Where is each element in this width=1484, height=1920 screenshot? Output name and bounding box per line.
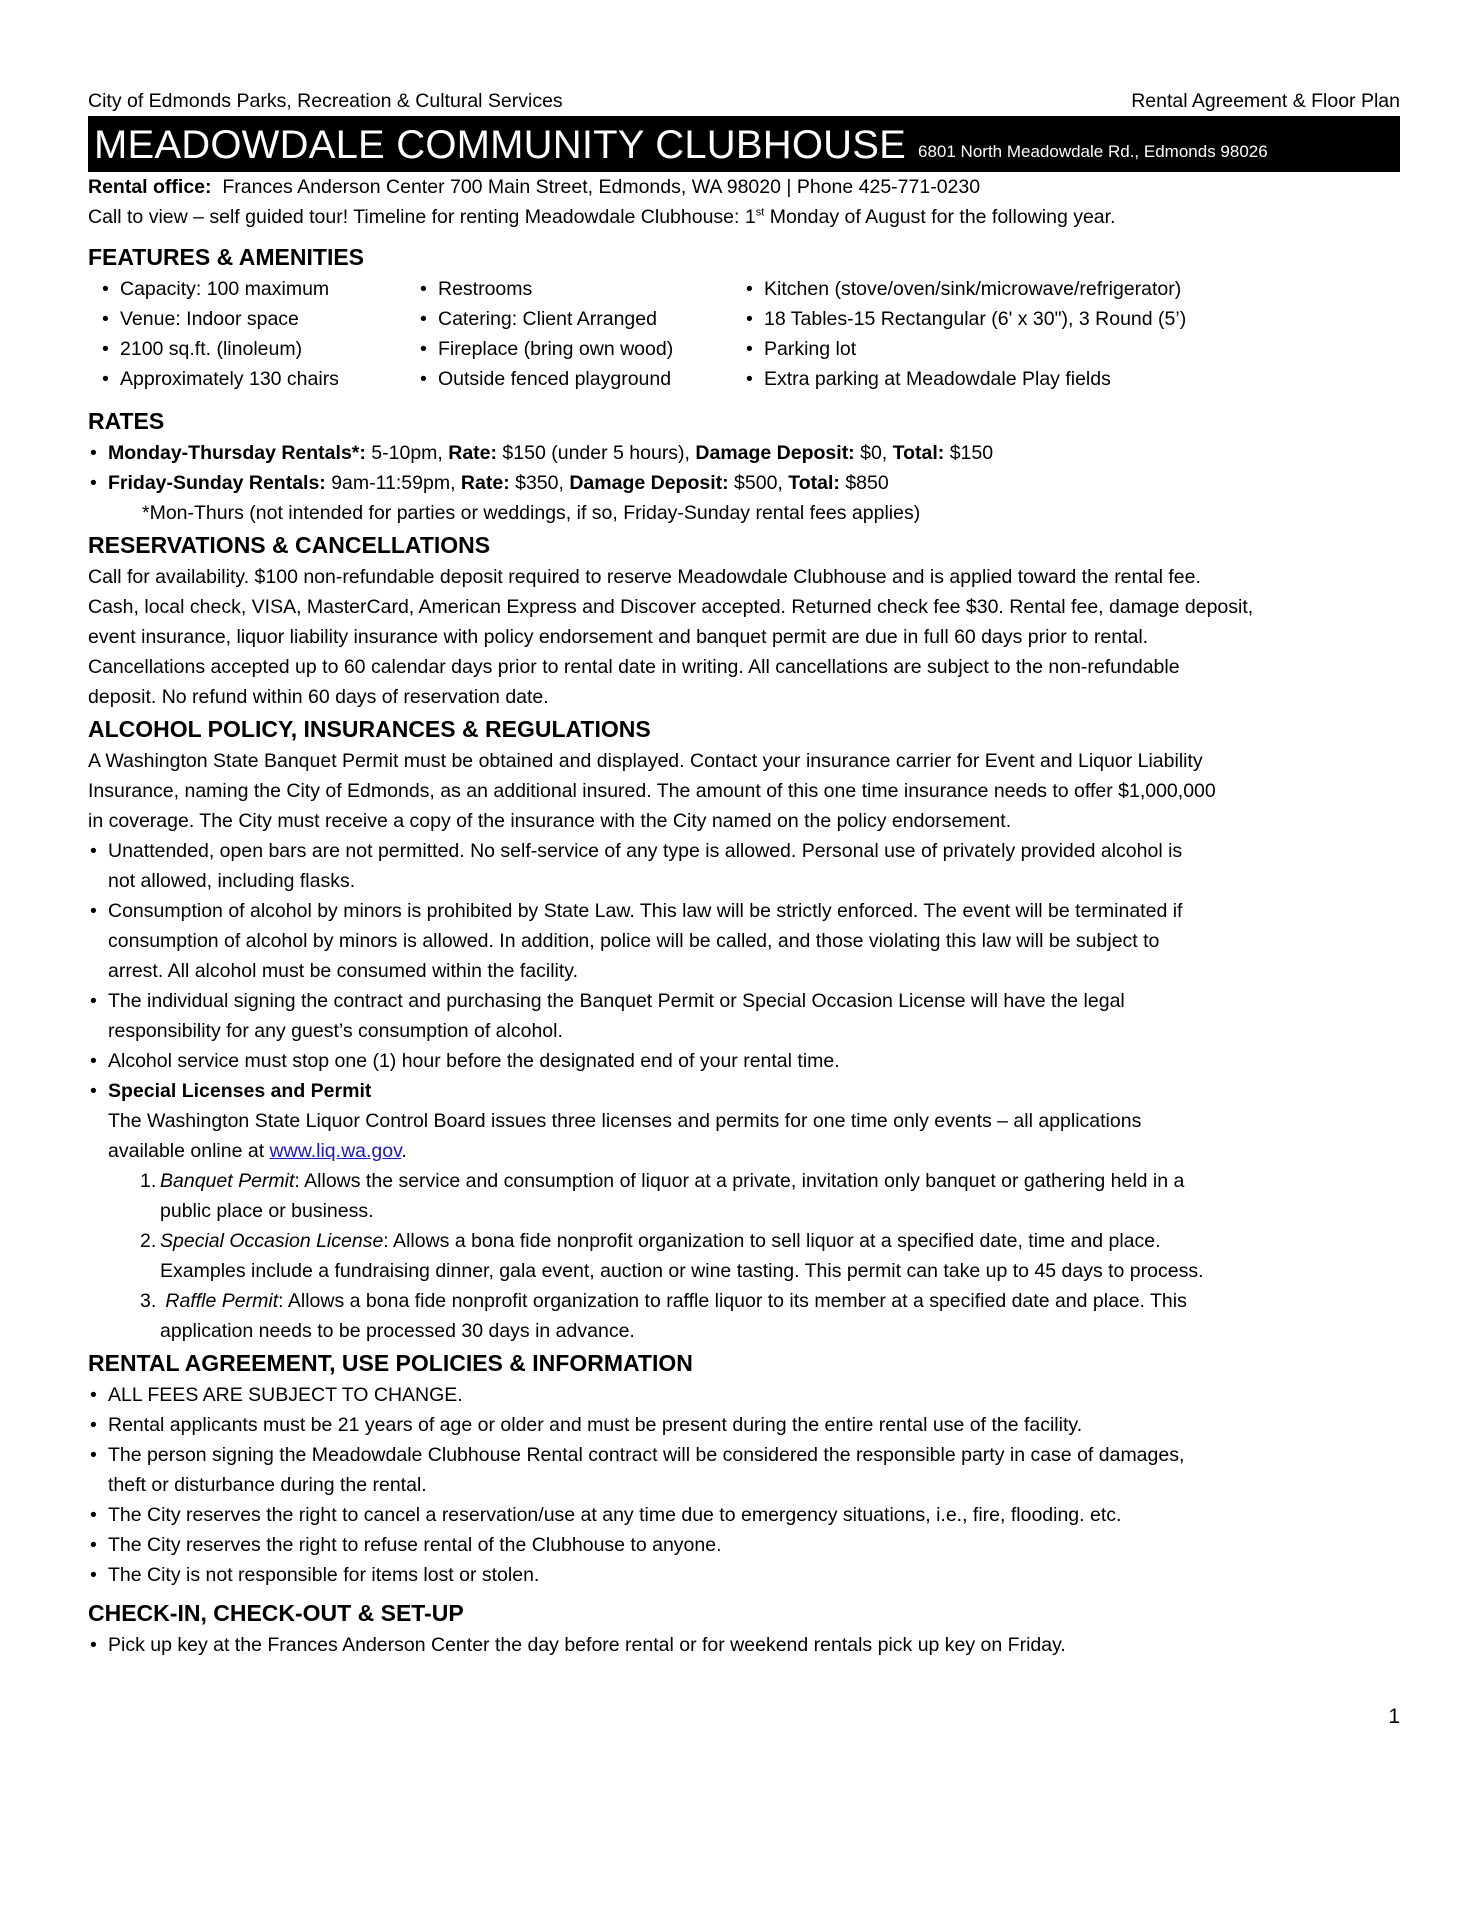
page-title: MEADOWDALE COMMUNITY CLUBHOUSE [94,123,907,167]
top-line [88,86,1400,116]
features-heading: FEATURES & AMENITIES [88,244,365,270]
rates-list [88,438,1400,498]
list-item: • Parking lot [744,334,1344,364]
list-item: • Venue: Indoor space [100,304,418,334]
checkin-rules [88,1630,1400,1660]
list-item: • Restrooms [418,274,744,304]
list-item: 2. Special Occasion License: Allows a bona fide nonprofit organization to sell liquor at a specified date, time and place. Examples include a fundraising dinner, gala event, auction or wine tasting. This permit can take up to 45 days to process. [140,1230,1204,1282]
title-banner [88,116,1400,172]
list-item: • The City reserves the right to cancel a reservation/use at any time due to emergency situations, i.e., fire, flooding. etc. [88,1500,1400,1530]
document-type: Rental Agreement & Floor Plan [1131,90,1400,112]
rental-office-line: Rental office: Frances Anderson Center 700 Main Street, Edmonds, WA 98020 | Phone 425-771-0230 [88,176,981,198]
list-item: • Extra parking at Meadowdale Play fields [744,364,1344,394]
permit-list [140,1166,1400,1346]
list-item: • Special Licenses and Permit The Washington State Liquor Control Board issues three licenses and permits for one time only events – all applications available online at www.liq.wa.gov. [88,1076,1400,1166]
features-col-1 [100,274,418,394]
rates-heading: RATES [88,408,165,434]
alcohol-line: in coverage. The City must receive a copy of the insurance with the City named on the policy endorsement. [88,810,1012,832]
rental-rules [88,1380,1400,1590]
list-item: • Consumption of alcohol by minors is prohibited by State Law. This law will be strictly enforced. The event will be terminated if consumption of alcohol by minors is allowed. In addition, police will be called, and those violating this law will be subject to arrest. All alcohol must be consumed within the facility. [88,896,1400,986]
rate-weekend: • Friday-Sunday Rentals: 9am-11:59pm, Rate: $350, Damage Deposit: $500, Total: $850 [88,468,1400,498]
rental-heading: RENTAL AGREEMENT, USE POLICIES & INFORMATION [88,1350,693,1376]
list-item: • Outside fenced playground [418,364,744,394]
checkin-heading: CHECK-IN, CHECK-OUT & SET-UP [88,1600,464,1626]
special-licenses-heading: Special Licenses and Permit [108,1080,372,1102]
list-item: • Fireplace (bring own wood) [418,334,744,364]
list-item: • The person signing the Meadowdale Clubhouse Rental contract will be considered the responsible party in case of damages, theft or disturbance during the rental. [88,1440,1400,1500]
list-item: • The City is not responsible for items lost or stolen. [88,1560,1400,1590]
list-item: • The individual signing the contract and purchasing the Banquet Permit or Special Occasion License will have the legal responsibility for any guest’s consumption of alcohol. [88,986,1400,1046]
page-number: 1 [1388,1705,1400,1728]
list-item: • Kitchen (stove/oven/sink/microwave/refrigerator) [744,274,1344,304]
venue-address: 6801 North Meadowdale Rd., Edmonds 98026 [918,142,1268,161]
department-name: City of Edmonds Parks, Recreation & Cultural Services [88,90,563,112]
list-item: • Rental applicants must be 21 years of age or older and must be present during the entire rental use of the facility. [88,1410,1400,1440]
list-item: • 18 Tables-15 Rectangular (6' x 30"), 3 Round (5’) [744,304,1344,334]
list-item: • 2100 sq.ft. (linoleum) [100,334,418,364]
list-item: • ALL FEES ARE SUBJECT TO CHANGE. [88,1380,1400,1410]
alcohol-line: Insurance, naming the City of Edmonds, as an additional insured. The amount of this one time insurance needs to offer $1,000,000 [88,780,1216,802]
rate-weekday: • Monday-Thursday Rentals*: 5-10pm, Rate: $150 (under 5 hours), Damage Deposit: $0, Total: $150 [88,438,1400,468]
list-item: • Approximately 130 chairs [100,364,418,394]
liquor-board-link[interactable]: www.liq.wa.gov [269,1140,402,1162]
list-item: • Catering: Client Arranged [418,304,744,334]
features-col-3 [744,274,1344,394]
list-item: • Alcohol service must stop one (1) hour before the designated end of your rental time. [88,1046,1400,1076]
list-item: • Unattended, open bars are not permitted. No self-service of any type is allowed. Personal use of privately provided alcohol is not allowed, including flasks. [88,836,1400,896]
list-item: • Capacity: 100 maximum [100,274,418,304]
reservations-line: deposit. No refund within 60 days of reservation date. [88,686,549,708]
reservations-line: Cancellations accepted up to 60 calendar days prior to rental date in writing. All cancellations are subject to the non-refundable [88,656,1180,678]
timeline-line: Call to view – self guided tour! Timeline for renting Meadowdale Clubhouse: 1st Monday of August for the following year. [88,206,1116,228]
alcohol-line: A Washington State Banquet Permit must be obtained and displayed. Contact your insurance carrier for Event and Liquor Liability [88,750,1203,772]
alcohol-heading: ALCOHOL POLICY, INSURANCES & REGULATIONS [88,716,651,742]
list-item: 1. Banquet Permit: Allows the service and consumption of liquor at a private, invitation only banquet or gathering held in a public place or business. [140,1170,1185,1222]
list-item: • Pick up key at the Frances Anderson Center the day before rental or for weekend rentals pick up key on Friday. [88,1630,1400,1660]
document-page [88,86,1400,1660]
list-item: • The City reserves the right to refuse rental of the Clubhouse to anyone. [88,1530,1400,1560]
features-list [100,274,1400,394]
reservations-heading: RESERVATIONS & CANCELLATIONS [88,532,491,558]
reservations-line: event insurance, liquor liability insurance with policy endorsement and banquet permit are due in full 60 days prior to rental. [88,626,1149,648]
list-item: 3. Raffle Permit: Allows a bona fide nonprofit organization to raffle liquor to its member at a specified date and place. This application needs to be processed 30 days in advance. [140,1290,1187,1342]
reservations-line: Call for availability. $100 non-refundable deposit required to reserve Meadowdale Clubhouse and is applied toward the rental fee. [88,566,1201,588]
alcohol-rules [88,836,1400,1166]
reservations-line: Cash, local check, VISA, MasterCard, American Express and Discover accepted. Returned check fee $30. Rental fee, damage deposit, [88,596,1254,618]
rates-note: *Mon-Thurs (not intended for parties or weddings, if so, Friday-Sunday rental fees applies) [142,502,921,524]
features-col-2 [418,274,744,394]
